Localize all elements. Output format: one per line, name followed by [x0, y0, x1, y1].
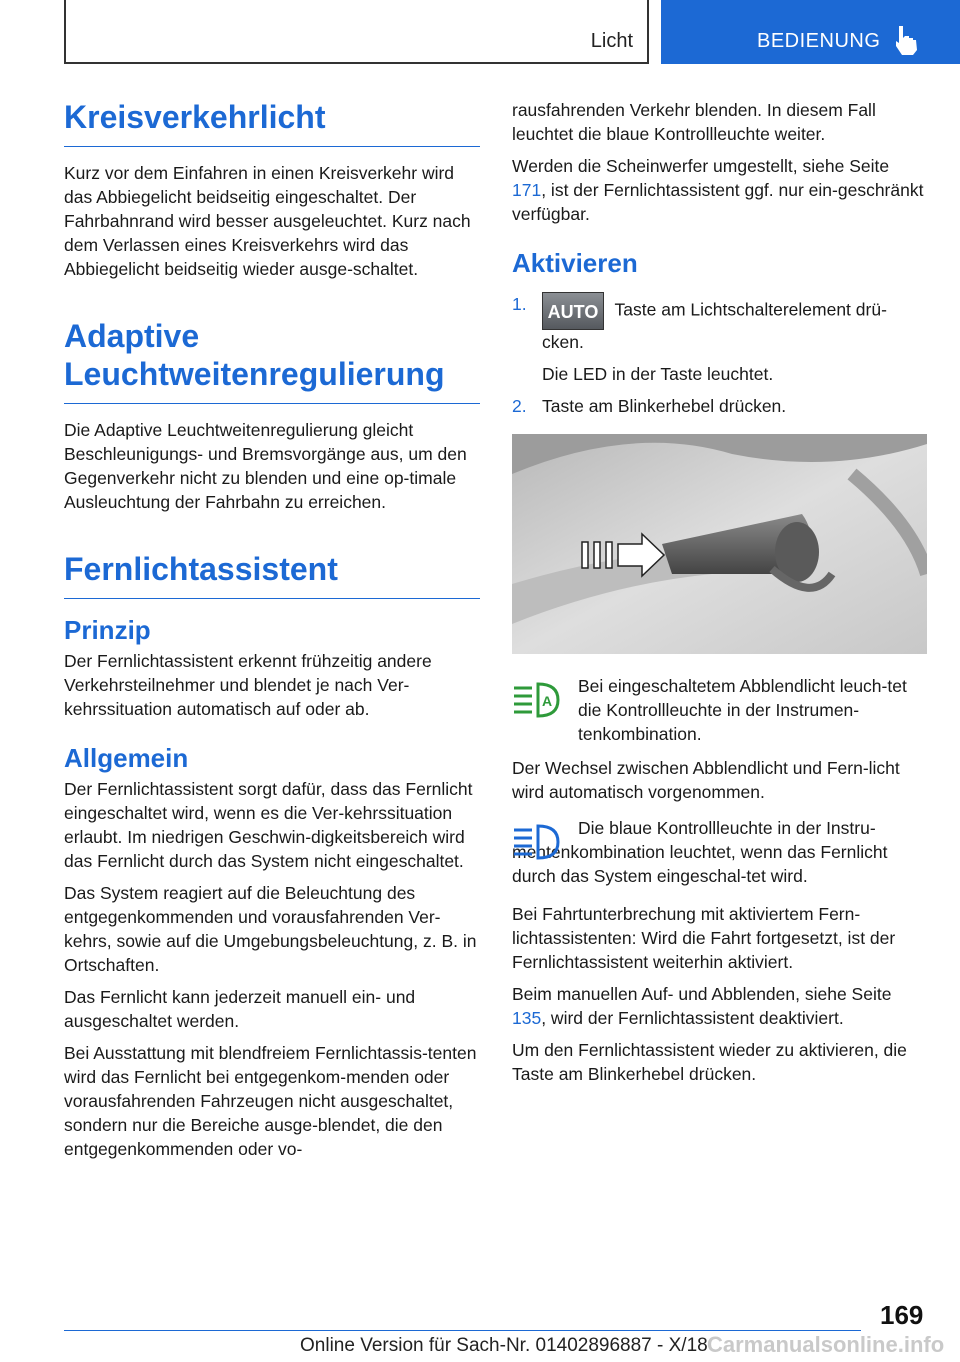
heading-kreisverkehrlicht: Kreisverkehrlicht	[64, 98, 480, 147]
page-link-135[interactable]: 135	[512, 1008, 542, 1028]
step-2-text: Taste am Blinkerhebel drücken.	[542, 396, 787, 416]
chapter-tab[interactable]	[661, 0, 960, 64]
header-title-box	[64, 0, 649, 64]
paragraph-prinzip: Der Fernlichtassistent erkennt frühzeitig andere Verkehrsteilnehmer und blendet je nach Ver‐kehrssituation automatisch auf oder ab.	[64, 651, 432, 719]
chapter-tab-label: BEDIENUNG	[757, 30, 881, 52]
pointing-hand-icon	[893, 24, 919, 56]
heading-allgemein: Allgemein	[64, 743, 189, 773]
paragraph-manuell	[512, 982, 927, 1030]
step-1-number: 1.	[512, 294, 527, 314]
high-beam-indicator-icon	[512, 822, 564, 862]
paragraph-wieder-aktivieren: Um den Fernlichtassistent wieder zu aktivieren, die Taste am Blinkerhebel drücken.	[512, 1040, 907, 1084]
step-2	[512, 394, 927, 418]
scheinwerfer-text-before: Werden die Scheinwerfer umgestellt, siehe Seite	[512, 156, 890, 176]
indicator-1-text: Bei eingeschaltetem Abblendlicht leuch‐tet die Kontrollleuchte in der Instrumen‐tenkombination.	[578, 676, 907, 744]
paragraph-adaptive: Die Adaptive Leuchtweitenregulierung gleicht Beschleunigungs- und Bremsvorgänge aus, um den Gegenverkehr nicht zu blenden und eine op‐timale Ausleuchtung der Fahrbahn zu erreichen.	[64, 420, 467, 512]
heading-adaptive-leuchtweitenregulierung	[64, 317, 480, 404]
left-column	[64, 98, 480, 1161]
paragraph-fahrtunterbrechung: Bei Fahrtunterbrechung mit aktiviertem Fern‐lichtassistenten: Wird die Fahrt fortgesetzt, ist der Fernlichtassistent weiterhin aktiviert.	[512, 904, 896, 972]
step-1-subtext: Die LED in der Taste leuchtet.	[542, 364, 774, 384]
heading-prinzip: Prinzip	[64, 615, 151, 645]
indicator-block-1	[512, 674, 927, 746]
heading-adaptive-line1: Adaptive	[64, 318, 200, 354]
heading-fernlichtassistent: Fernlichtassistent	[64, 550, 480, 599]
footer-divider	[64, 1330, 861, 1331]
manuell-text-after: , wird der Fernlichtassistent deaktiviert.	[541, 1008, 844, 1028]
paragraph-allgemein-4: Bei Ausstattung mit blendfreiem Fernlichtassis‐tenten wird das Fernlicht bei entgegenkom‐menden oder vorausfahrenden Fahrzeugen nicht ausgeschaltet, sondern nur die Bereiche ausge‐blendet, die den entgegenkommenden oder vo‐	[64, 1043, 477, 1159]
auto-high-beam-assist-icon	[512, 680, 564, 720]
footer-online-version: Online Version für Sach-Nr. 01402896887 - X/18	[300, 1335, 708, 1356]
right-column	[512, 98, 927, 1086]
step-1-text: Taste am Lichtschalterelement drü‐cken.	[542, 299, 887, 352]
manuell-text-before: Beim manuellen Auf- und Abblenden, siehe Seite	[512, 984, 892, 1004]
paragraph-allgemein-1: Der Fernlichtassistent sorgt dafür, dass das Fernlicht eingeschaltet wird, wenn es die Ver‐kehrssituation erlaubt. Im niedrigen Geschwin‐digkeitsbereich wird das Fernlicht durch das System nicht eingeschaltet.	[64, 779, 473, 871]
paragraph-allgemein-2: Das System reagiert auf die Beleuchtung des entgegenkommenden und vorausfahrenden Ver‐kehrs, sowie auf die Umgebungsbeleuchtung, z. B. in Ortschaften.	[64, 883, 477, 975]
turn-signal-lever-photo	[512, 434, 927, 654]
indicator-2-text: Die blaue Kontrollleuchte in der Instru‐mentenkombination leuchtet, wenn das Fernlicht durch das System eingeschal‐tet wird.	[512, 818, 888, 886]
step-2-number: 2.	[512, 396, 527, 416]
step-1	[512, 292, 927, 386]
paragraph-scheinwerfer	[512, 154, 927, 226]
indicator-block-2	[512, 816, 927, 888]
paragraph-allgemein-3: Das Fernlicht kann jederzeit manuell ein- und ausgeschaltet werden.	[64, 987, 416, 1031]
page-number: 169	[880, 1300, 924, 1330]
svg-text:A: A	[542, 693, 553, 709]
paragraph-continuation: rausfahrenden Verkehr blenden. In diesem Fall leuchtet die blaue Kontrollleuchte weiter.	[512, 100, 876, 144]
paragraph-kreisverkehrlicht: Kurz vor dem Einfahren in einen Kreisverkehr wird das Abbiegelicht beidseitig eingeschaltet. Der Fahrbahnrand wird besser ausgeleuchtet. Kurz nach dem Verlassen eines Kreisverkehrs wird das Abbiegelicht beidseitig wieder ausge‐schaltet.	[64, 163, 471, 279]
footer-watermark: Carmanualsonline.info	[707, 1332, 945, 1357]
heading-adaptive-line2: Leuchtweitenregulierung	[64, 356, 445, 392]
scheinwerfer-text-after: , ist der Fernlichtassistent ggf. nur ein‐geschränkt verfügbar.	[512, 180, 924, 224]
heading-aktivieren: Aktivieren	[512, 248, 638, 278]
paragraph-wechsel: Der Wechsel zwischen Abblendlicht und Fern‐licht wird automatisch vorgenommen.	[512, 758, 900, 802]
auto-button-icon: AUTO	[542, 292, 604, 330]
page-link-171[interactable]: 171	[512, 180, 542, 200]
section-title: Licht	[590, 30, 633, 52]
